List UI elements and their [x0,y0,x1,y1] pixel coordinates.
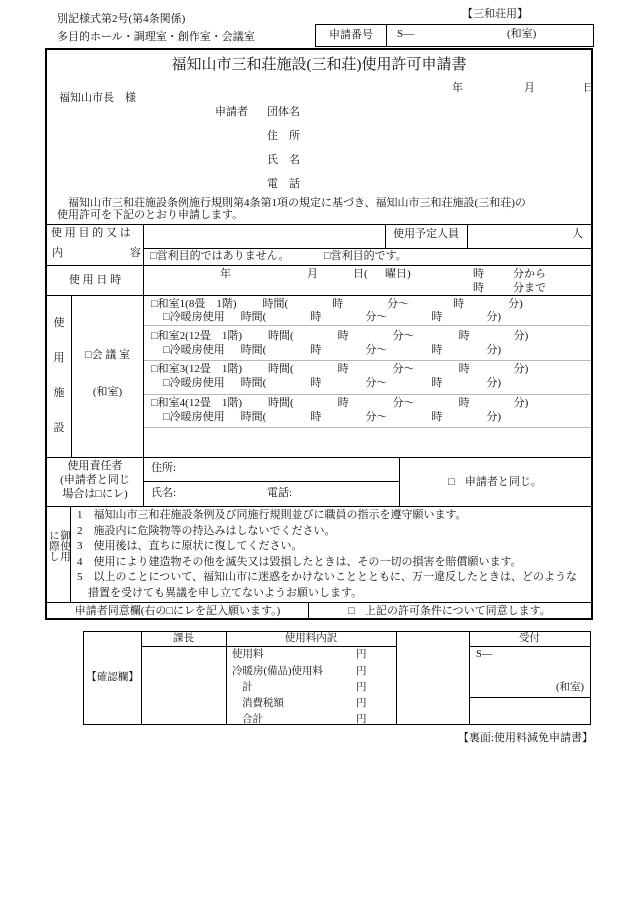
room1-cooling-checkbox[interactable]: □ [163,311,170,323]
condition-item: 2 施設内に危険物等の持込みはしないでください。 [77,524,336,537]
consent-statement: 上記の許可条件について同意します。 [364,605,551,617]
room-row [151,397,528,410]
room3-checkbox[interactable]: □ [151,363,158,375]
fee-label: 使用料 [232,649,264,660]
responsible-phone-label: 電話: [267,487,293,499]
back-side-note: 【裏面:使用料減免申請書】 [457,732,593,744]
condition-item: 措置を受けても異議を申し立てないようお願いします。 [77,586,363,599]
divider [143,427,591,428]
condition-item: 5 以上のことについて、福知山市に迷惑をかけないこととともに、万一違反したときは、どのような [77,571,578,583]
section-chief-header: 課長 [173,633,194,644]
target-rooms-line: 多目的ホール・調理室・創作室・会議室 [57,31,255,43]
people-count-label: 使用予定人員 [393,228,459,240]
dt-min-from: 分から [513,268,546,280]
divider [71,295,72,457]
reception-room: (和室) [556,682,584,693]
divider [47,506,591,507]
condition-item: 1 福知山市三和荘施設条例及び同施行規則並びに職員の指示を遵守願います。 [77,509,467,521]
responsible-label-line2: (申請者と同じ [60,474,130,486]
profit-checkbox[interactable]: □ [324,250,331,262]
facility-label-char: 施 [53,387,65,400]
usage-datetime-label: 使 用 日 時 [68,274,122,286]
dt-year: 年 [220,268,231,280]
meeting-room-note: (和室) [92,386,123,398]
profit-option-label: 営利目的です。 [330,250,407,262]
nonprofit-option-label: 営利目的ではありません。 [156,250,290,262]
room3-cooling-time-blank: 時間( 時 分～ 時 分) [240,377,501,389]
dt-weekday: 曜日) [385,268,411,280]
purpose-label-line2-right: 容 [130,247,141,259]
fee-label: 消費税額 [242,698,284,709]
room3-cooling-label: 冷暖房使用 [169,377,225,389]
fee-label: 合計 [242,714,263,725]
divider [70,506,71,602]
divider [143,481,399,482]
room1-label: 和室1(8畳 1階) [157,298,237,310]
cooling-row [163,344,501,357]
purpose-input-area[interactable] [145,226,385,246]
cooling-row [163,311,501,324]
preamble-line2: 使用許可を下記のとおり申請します。 [57,209,244,221]
responsible-address-label: 住所: [151,462,177,474]
confirm-column-label: 【確認欄】 [86,671,139,683]
date-month-label: 月 [524,82,535,94]
divider [47,457,591,458]
date-day-label: 日 [583,82,594,94]
room2-cooling-time-blank: 時間( 時 分～ 時 分) [240,344,501,356]
dt-hour-from: 時 [473,268,484,280]
reception-number: S― [476,649,493,660]
room4-cooling-checkbox[interactable]: □ [163,411,170,423]
room3-label: 和室3(12畳 1階) [157,363,242,375]
applicant-label: 申請者 [215,106,248,118]
divider [47,295,591,296]
form-code: 別記様式第2号(第4条関係) [57,13,186,25]
profit-option [324,250,407,263]
main-form-box [45,48,593,620]
divider [143,224,144,506]
room1-cooling-time-blank: 時間( 時 分～ 時 分) [240,311,501,323]
preamble-line1: 福知山市三和荘施設条例施行規則第4条第1項の規定に基づき、福知山市三和荘施設(三和荘)の [57,197,526,209]
meeting-room-label: 会 議 室 [91,349,131,361]
divider [47,265,591,266]
room2-time-blank: 時間( 時 分～ 時 分) [267,330,529,342]
fee-breakdown-header: 使用料内訳 [284,633,338,644]
application-number-value: S― [397,28,415,40]
nonprofit-checkbox[interactable]: □ [150,250,157,262]
divider [143,394,591,395]
room3-cooling-checkbox[interactable]: □ [163,377,170,389]
same-as-applicant-checkbox[interactable]: □ [448,476,455,488]
applicant-address-label: 住 所 [267,130,300,142]
room1-time-blank: 時間( 時 分～ 時 分) [262,298,523,310]
responsible-name-label: 氏名: [151,487,177,499]
people-count-unit: 人 [572,228,583,240]
room-row [151,330,528,343]
application-number-cell[interactable] [387,25,593,46]
room4-checkbox[interactable]: □ [151,397,158,409]
room4-cooling-label: 冷暖房使用 [169,411,225,423]
application-number-label: 申請番号 [316,25,387,46]
reception-header: 受付 [519,633,540,644]
room-row [151,298,523,311]
application-number-table [315,24,594,47]
consent-option [308,605,591,618]
room2-cooling-checkbox[interactable]: □ [163,344,170,356]
purpose-label-line2-left: 内 [52,247,63,259]
divider [143,360,591,361]
consent-field-label: 申請者同意欄(右の□にレを記入願います。) [74,605,281,617]
fee-unit: 円 [356,698,367,709]
room4-label: 和室4(12畳 1階) [157,397,242,409]
applicant-phone-label: 電 話 [267,178,300,190]
usage-tag: 【三和荘用】 [462,8,528,20]
divider [469,697,590,698]
room1-checkbox[interactable]: □ [151,298,158,310]
responsible-label-line1: 使用責任者 [67,460,123,472]
meeting-room-option [72,349,143,362]
room4-cooling-time-blank: 時間( 時 分～ 時 分) [240,411,501,423]
room3-time-blank: 時間( 時 分～ 時 分) [267,363,529,375]
addressee: 福知山市長 様 [59,92,136,104]
facility-label-char: 使 [53,317,65,330]
room2-label: 和室2(12畳 1階) [157,330,242,342]
room-row [151,363,528,376]
same-as-applicant-label: 申請者と同じ。 [464,476,542,488]
responsible-label-line3: 場合は□にレ) [62,488,128,500]
fee-unit: 円 [356,649,367,660]
cooling-row [163,377,501,390]
fee-unit: 円 [356,714,367,725]
room2-checkbox[interactable]: □ [151,330,158,342]
same-as-applicant-option [399,476,591,489]
facility-label-char: 用 [53,352,65,365]
facility-section-label [47,295,71,457]
office-use-table [83,631,591,725]
facility-label-char: 設 [53,422,65,435]
nonprofit-option [150,250,289,263]
divider [47,602,591,603]
fee-unit: 円 [356,682,367,693]
condition-item: 3 使用後は、直ちに原状に復してください。 [77,540,303,552]
condition-item: 4 使用により建造物その他を滅失又は毀損したときは、その一切の損害を賠償願います。 [77,555,522,568]
form-title: 福知山市三和荘施設(三和荘)使用許可申請書 [171,57,467,73]
applicant-org-label: 団体名 [267,106,300,118]
consent-checkbox[interactable]: □ [348,605,355,617]
dt-min-to: 分まで [513,282,546,294]
cooling-row [163,411,501,424]
room1-cooling-label: 冷暖房使用 [169,311,225,323]
divider [143,248,591,249]
divider [396,632,397,724]
fee-label: 冷暖房(備品)使用料 [232,666,323,677]
fee-unit: 円 [356,666,367,677]
room2-cooling-label: 冷暖房使用 [169,344,225,356]
date-year-label: 年 [452,82,463,94]
conditions-side-label: 御使用に際し [48,530,70,562]
dt-day: 日( [353,268,368,280]
divider [47,224,591,225]
conditions-list [77,509,585,602]
applicant-name-label: 氏 名 [267,154,300,166]
purpose-label-line1: 使 用 目 的 又 は [51,227,131,239]
divider [141,646,396,647]
divider [143,325,591,326]
meeting-room-checkbox[interactable]: □ [84,349,92,361]
dt-month: 月 [307,268,318,280]
application-number-room: (和室) [507,28,537,40]
divider [469,646,590,647]
fee-label: 計 [242,682,253,693]
room4-time-blank: 時間( 時 分～ 時 分) [267,397,529,409]
dt-hour-to: 時 [473,282,484,294]
